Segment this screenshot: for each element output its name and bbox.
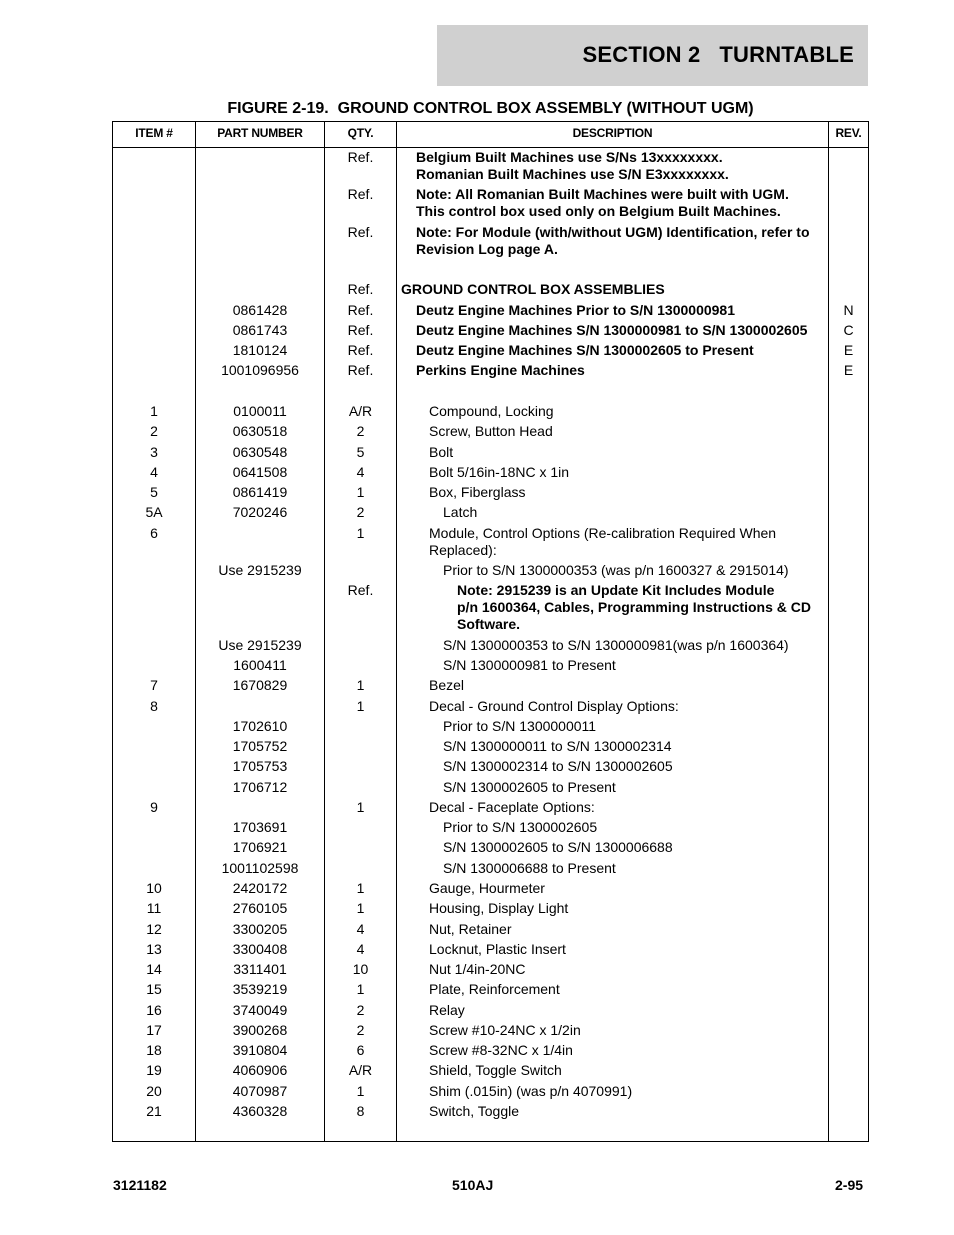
description-line: Locknut, Plastic Insert	[429, 941, 566, 957]
description-line: Note: For Module (with/without UGM) Identification, refer to	[416, 224, 810, 240]
part-number: 0630518	[232, 423, 288, 439]
quantity: 1	[356, 981, 365, 997]
description-line: Box, Fiberglass	[429, 484, 526, 500]
part-number: 2760105	[232, 900, 288, 916]
item-number: 21	[146, 1103, 162, 1119]
quantity: 4	[356, 941, 365, 957]
header-part-number: PART NUMBER	[217, 126, 303, 140]
description-line: Latch	[443, 504, 478, 520]
item-number: 4	[150, 464, 158, 480]
revision: C	[843, 322, 854, 338]
description-line: Note: All Romanian Built Machines were built with UGM.	[416, 186, 789, 202]
description-line: Note: 2915239 is an Update Kit Includes Module	[457, 582, 775, 598]
description-line: Decal - Faceplate Options:	[429, 799, 595, 815]
part-number: 7020246	[232, 504, 288, 520]
quantity: 10	[352, 961, 369, 977]
item-number: 9	[150, 799, 158, 815]
part-number: 4360328	[232, 1103, 288, 1119]
description-line: Deutz Engine Machines S/N 1300000981 to S/N 1300002605	[416, 322, 808, 338]
part-number: 3539219	[232, 981, 288, 997]
header-rev: REV.	[835, 126, 862, 140]
description-line: Deutz Engine Machines Prior to S/N 1300000981	[416, 302, 736, 318]
item-number: 8	[150, 698, 158, 714]
item-number: 11	[146, 900, 162, 916]
revision: N	[843, 302, 854, 318]
figure-title: FIGURE 2-19. GROUND CONTROL BOX ASSEMBLY (WITHOUT UGM)	[227, 100, 754, 117]
part-number: 0100011	[233, 403, 287, 419]
description-line: S/N 1300000353 to S/N 1300000981(was p/n 1600364)	[443, 637, 789, 653]
description-line: Relay	[429, 1002, 465, 1018]
quantity: Ref.	[347, 224, 374, 240]
quantity: Ref.	[347, 342, 374, 358]
part-number: 1706921	[232, 839, 288, 855]
quantity: Ref.	[347, 186, 374, 202]
item-number: 15	[146, 981, 162, 997]
description-line: S/N 1300002605 to Present	[443, 779, 616, 795]
footer-model: 510AJ	[452, 1177, 494, 1193]
quantity: Ref.	[347, 362, 374, 378]
description-line: Shim (.015in) (was p/n 4070991)	[429, 1083, 633, 1099]
quantity: 2	[356, 423, 365, 439]
part-number: 3910804	[232, 1042, 288, 1058]
quantity: Ref.	[347, 149, 374, 165]
item-number: 10	[146, 880, 162, 896]
quantity: Ref.	[347, 281, 374, 297]
item-number: 5	[150, 484, 158, 500]
item-number: 3	[150, 444, 158, 460]
quantity: Ref.	[347, 582, 374, 598]
description-line: Nut, Retainer	[429, 921, 512, 937]
part-number: 4060906	[232, 1062, 288, 1078]
quantity: 8	[356, 1103, 365, 1119]
revision: E	[843, 362, 854, 378]
header-qty: QTY.	[347, 126, 374, 140]
quantity: 2	[356, 504, 365, 520]
quantity: Ref.	[347, 322, 374, 338]
item-number: 20	[146, 1083, 162, 1099]
item-number: 19	[146, 1062, 162, 1078]
item-number: 17	[146, 1022, 162, 1038]
description-line: S/N 1300002314 to S/N 1300002605	[443, 758, 673, 774]
quantity: 5	[356, 444, 365, 460]
part-number: 4070987	[232, 1083, 288, 1099]
footer-page-number: 2-95	[835, 1177, 864, 1193]
description-line: Gauge, Hourmeter	[429, 880, 545, 896]
quantity: 1	[356, 900, 365, 916]
description-line: Screw #10-24NC x 1/2in	[429, 1022, 581, 1038]
quantity: A/R	[348, 1062, 373, 1078]
quantity: 1	[356, 677, 365, 693]
part-number: 3740049	[232, 1002, 288, 1018]
part-number: Use 2915239	[218, 637, 302, 653]
quantity: 4	[356, 464, 365, 480]
description-line: Perkins Engine Machines	[416, 362, 585, 378]
quantity: 2	[356, 1002, 365, 1018]
description-line: S/N 1300000011 to S/N 1300002314	[443, 738, 672, 754]
description-line: Nut 1/4in-20NC	[429, 961, 526, 977]
description-line: Bezel	[429, 677, 465, 693]
quantity: Ref.	[347, 302, 374, 318]
quantity: 2	[356, 1022, 365, 1038]
part-number: 0861743	[232, 322, 288, 338]
quantity: 1	[356, 484, 365, 500]
quantity: 1	[356, 880, 365, 896]
part-number: 1001096956	[221, 362, 299, 378]
description-line: Decal - Ground Control Display Options:	[429, 698, 679, 714]
description-line: Prior to S/N 1300002605	[443, 819, 598, 835]
description-line: Revision Log page A.	[416, 241, 558, 257]
part-number: 2420172	[232, 880, 288, 896]
item-number: 2	[150, 423, 158, 439]
part-number: 1702610	[232, 718, 288, 734]
quantity: 1	[356, 1083, 365, 1099]
description-line: GROUND CONTROL BOX ASSEMBLIES	[401, 281, 665, 297]
description-line: Module, Control Options (Re-calibration Required When	[429, 525, 777, 541]
description-line: Bolt	[429, 444, 454, 460]
item-number: 13	[146, 941, 162, 957]
description-line: p/n 1600364, Cables, Programming Instructions & CD	[457, 599, 811, 615]
description-line: Prior to S/N 1300000353 (was p/n 1600327 & 2915014)	[443, 562, 789, 578]
revision: E	[843, 342, 854, 358]
part-number: 0641508	[232, 464, 288, 480]
part-number: 1670829	[232, 677, 288, 693]
item-number: 6	[150, 525, 158, 541]
quantity: 6	[356, 1042, 365, 1058]
description-line: Screw, Button Head	[429, 423, 553, 439]
quantity: 1	[356, 698, 365, 714]
part-number: 1810124	[232, 342, 288, 358]
section-title: SECTION 2 TURNTABLE	[582, 42, 854, 67]
part-number: 3900268	[232, 1022, 288, 1038]
description-line: Deutz Engine Machines S/N 1300002605 to Present	[416, 342, 754, 358]
part-number: 1001102598	[221, 860, 299, 876]
column-divider	[396, 121, 397, 1142]
part-number: Use 2915239	[218, 562, 302, 578]
description-line: This control box used only on Belgium Built Machines.	[416, 203, 781, 219]
part-number: 1706712	[232, 779, 288, 795]
part-number: 3300408	[232, 941, 288, 957]
item-number: 16	[146, 1002, 162, 1018]
quantity: A/R	[348, 403, 373, 419]
quantity: 4	[356, 921, 365, 937]
item-number: 5A	[145, 504, 163, 520]
header-description: DESCRIPTION	[572, 126, 653, 140]
description-line: Software.	[457, 616, 521, 632]
item-number: 14	[146, 961, 162, 977]
description-line: Compound, Locking	[429, 403, 554, 419]
part-number: 1703691	[232, 819, 288, 835]
description-line: Romanian Built Machines use S/N E3xxxxxxxx.	[416, 166, 729, 182]
header-divider	[112, 147, 869, 148]
description-line: S/N 1300006688 to Present	[443, 860, 616, 876]
item-number: 1	[150, 403, 158, 419]
item-number: 18	[146, 1042, 162, 1058]
section-header	[437, 25, 868, 86]
description-line: Bolt 5/16in-18NC x 1in	[429, 464, 570, 480]
description-line: S/N 1300002605 to S/N 1300006688	[443, 839, 673, 855]
part-number: 1705752	[232, 738, 288, 754]
description-line: Shield, Toggle Switch	[429, 1062, 562, 1078]
part-number: 1705753	[232, 758, 288, 774]
part-number: 0861428	[232, 302, 288, 318]
description-line: Housing, Display Light	[429, 900, 569, 916]
item-number: 7	[150, 677, 158, 693]
description-line: Plate, Reinforcement	[429, 981, 560, 997]
description-line: Replaced):	[429, 542, 497, 558]
quantity: 1	[356, 799, 365, 815]
description-line: Screw #8-32NC x 1/4in	[429, 1042, 573, 1058]
description-line: S/N 1300000981 to Present	[443, 657, 616, 673]
description-line: Switch, Toggle	[429, 1103, 520, 1119]
part-number: 0861419	[232, 484, 288, 500]
part-number: 0630548	[232, 444, 288, 460]
part-number: 1600411	[233, 657, 287, 673]
quantity: 1	[356, 525, 365, 541]
footer-doc-number: 3121182	[113, 1177, 167, 1193]
description-line: Prior to S/N 1300000011	[443, 718, 597, 734]
part-number: 3311401	[233, 961, 287, 977]
item-number: 12	[146, 921, 162, 937]
description-line: Belgium Built Machines use S/Ns 13xxxxxxxx.	[416, 149, 723, 165]
header-item: ITEM #	[135, 126, 173, 140]
column-divider	[828, 121, 829, 1142]
part-number: 3300205	[232, 921, 288, 937]
